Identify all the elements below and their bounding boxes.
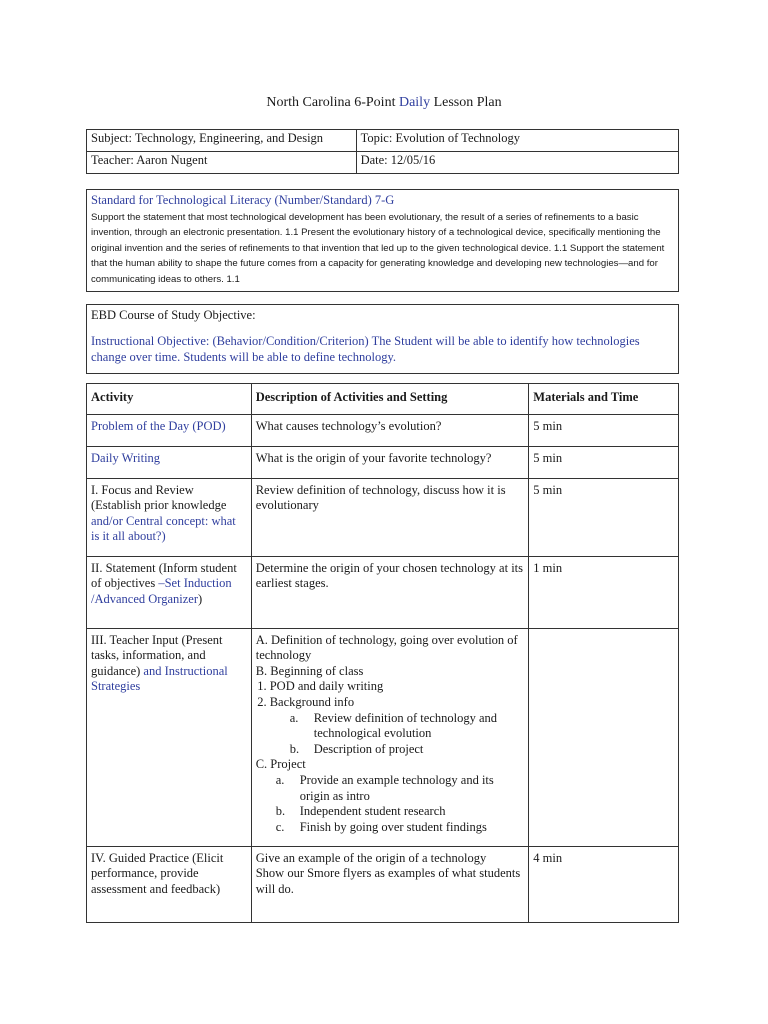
description-cell: Give an example of the origin of a technology Show our Smore flyers as examples of what students will do. (251, 846, 529, 922)
standard-body: Support the statement that most technological development has been evolutionary, the result of a series of refinements to a basic invention, through an electronic presentation. 1.1 Present the evolutionary history of a technological device, specifically mentioning the original invention and the series of refinements to that invention that led up to the given technological device. 1.1 Support the statement that the human ability to shape the future comes from a capacity for generating knowledge and developing new technologies—and for communicating ideas to others. 1.1 (91, 212, 665, 285)
subject-cell: Subject: Technology, Engineering, and Design (87, 130, 357, 152)
table-header-row (87, 384, 679, 415)
time-cell: 5 min (529, 478, 679, 556)
list-item: c. Finish by going over student findings (275, 819, 487, 834)
list-item: b. Independent student research (275, 804, 446, 819)
description-cell: What causes technology’s evolution? (251, 414, 529, 446)
instructional-objective: Instructional Objective: (Behavior/Condition/Criterion) The Student will be able to identify how technologies change over time. Students will be able to define technology. (91, 334, 640, 364)
time-cell: 1 min (529, 556, 679, 628)
activity-cell: I. Focus and Review (Establish prior knowledge and/or Central concept: what is it all about?) (87, 478, 252, 556)
time-cell (529, 628, 679, 846)
column-header-activity: Activity (87, 384, 252, 415)
list-item: a. Provide an example technology and its origin as intro (275, 772, 494, 803)
teacher-cell: Teacher: Aaron Nugent (87, 152, 357, 174)
title-highlight: Daily (398, 95, 431, 110)
time-cell: 5 min (529, 414, 679, 446)
objective-box (86, 304, 679, 374)
time-cell: 5 min (529, 446, 679, 478)
list-item: a. Review definition of technology and technological evolution (289, 710, 498, 741)
ebd-heading: EBD Course of Study Objective: (91, 308, 256, 322)
activity-cell: III. Teacher Input (Present tasks, information, and guidance) and Instructional Strategies (87, 628, 252, 846)
description-cell: A. Definition of technology, going over evolution of technology B. Beginning of class 1. POD and daily writing 2. Background info a. Review definition of technology and technological evolution b. Description of project C. Project a. Provide an example technology and its origin as intro b. Independent student research c. Finish by going over student findings (251, 628, 529, 846)
list-item: b. Description of project (289, 741, 424, 756)
standard-box (86, 189, 679, 292)
activity-table (86, 383, 679, 923)
table-row (87, 846, 679, 922)
time-cell: 4 min (529, 846, 679, 922)
activity-cell: IV. Guided Practice (Elicit performance, provide assessment and feedback) (87, 846, 252, 922)
description-cell: Review definition of technology, discuss how it is evolutionary (251, 478, 529, 556)
description-cell: What is the origin of your favorite technology? (251, 446, 529, 478)
table-row (87, 446, 679, 478)
table-row (87, 628, 679, 846)
list-item: 1. POD and daily writing (270, 679, 525, 695)
header-table (86, 129, 679, 174)
table-row (87, 478, 679, 556)
activity-cell: Daily Writing (87, 446, 252, 478)
table-row (87, 556, 679, 628)
description-cell: Determine the origin of your chosen technology at its earliest stages. (251, 556, 529, 628)
column-header-description: Description of Activities and Setting (251, 384, 529, 415)
standard-heading: Standard for Technological Literacy (Number/Standard) 7-G (91, 193, 395, 207)
column-header-materials: Materials and Time (529, 384, 679, 415)
activity-cell: Problem of the Day (POD) (87, 414, 252, 446)
page-title: North Carolina 6-Point Daily Lesson Plan (266, 95, 502, 110)
activity-cell: II. Statement (Inform student of objectives –Set Induction /Advanced Organizer) (87, 556, 252, 628)
table-row (87, 414, 679, 446)
project-list (256, 773, 525, 835)
list-item: 2. Background info a. Review definition of technology and technological evolution b. Description of project (270, 695, 525, 757)
date-cell: Date: 12/05/16 (356, 152, 678, 174)
beginning-list (256, 679, 525, 757)
topic-cell: Topic: Evolution of Technology (356, 130, 678, 152)
